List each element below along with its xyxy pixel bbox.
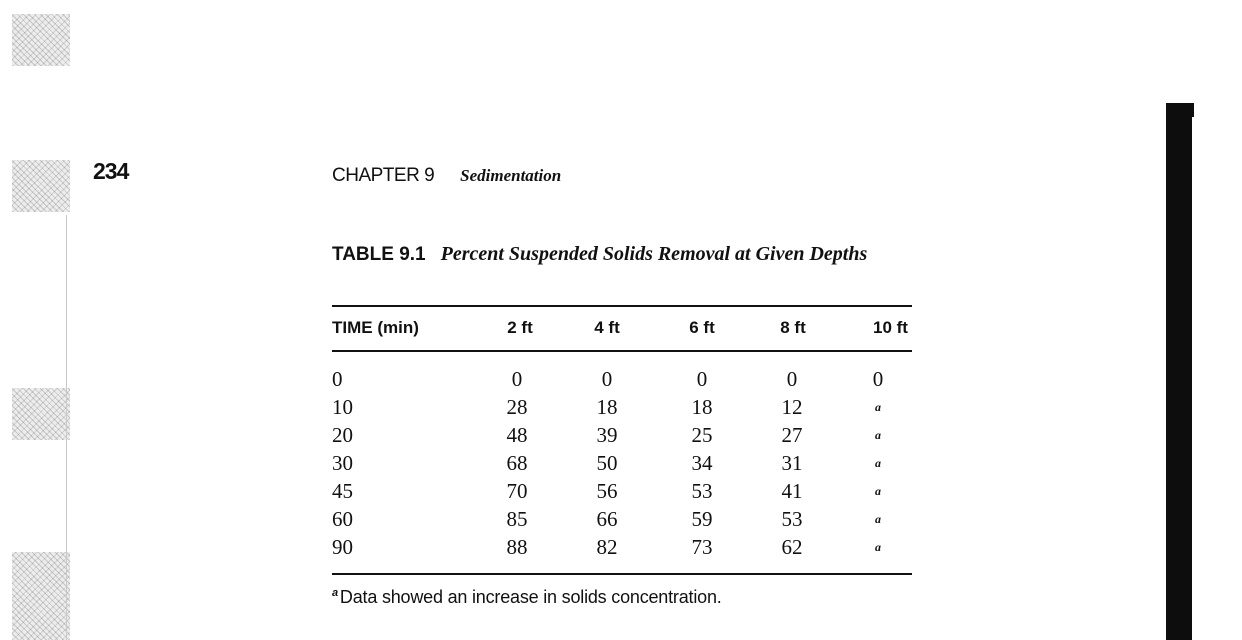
table-cell: 0 xyxy=(601,367,613,391)
footnote-mark: a xyxy=(332,587,338,599)
table-cell-time: 45 xyxy=(332,479,353,503)
table-cell: 53 xyxy=(691,479,713,503)
table-cell-time: 90 xyxy=(332,535,353,559)
table-footnote xyxy=(332,587,722,608)
table-cell: 0 xyxy=(696,367,708,391)
table-cell: 59 xyxy=(691,507,713,531)
table-cell: 56 xyxy=(596,479,618,503)
table-cell-time: 10 xyxy=(332,395,353,419)
table-cell: 18 xyxy=(691,395,713,419)
table-cell: 0 xyxy=(786,367,798,391)
table-cell: 31 xyxy=(781,451,803,475)
table-cell: 73 xyxy=(691,535,713,559)
table-cell: 25 xyxy=(691,423,713,447)
page-number: 234 xyxy=(93,158,129,184)
column-header-8ft: 8 ft xyxy=(780,318,806,337)
table-cell: 12 xyxy=(781,395,803,419)
footnote-text: Data showed an increase in solids concentration. xyxy=(339,587,722,607)
table-cell: 70 xyxy=(506,479,528,503)
table-cell: 50 xyxy=(596,451,618,475)
table-cell-time: 60 xyxy=(332,507,353,531)
table-cell: 62 xyxy=(781,535,803,559)
scan-margin-line xyxy=(66,215,67,640)
chapter-title: Sedimentation xyxy=(460,166,562,185)
table-cell: a xyxy=(875,428,881,442)
table-cell: 68 xyxy=(506,451,528,475)
table-caption xyxy=(332,240,912,269)
table-cell: 34 xyxy=(691,451,713,475)
scan-texture-upper xyxy=(12,160,70,212)
table-cell: 82 xyxy=(596,535,618,559)
table-cell: a xyxy=(875,484,881,498)
table-cell: 88 xyxy=(506,535,528,559)
table-label: TABLE 9.1 xyxy=(332,244,426,265)
column-header-6ft: 6 ft xyxy=(689,318,715,337)
table-cell: a xyxy=(875,512,881,526)
column-header-2ft: 2 ft xyxy=(507,318,533,337)
table-header-rule xyxy=(332,350,912,352)
table-cell-time: 20 xyxy=(332,423,353,447)
table-cell: a xyxy=(875,400,881,414)
table-bottom-rule xyxy=(332,573,912,575)
table-cell-time: 0 xyxy=(332,367,343,391)
chapter-label: CHAPTER 9 xyxy=(332,165,435,186)
running-head xyxy=(332,165,561,187)
table-cell: 0 xyxy=(511,367,523,391)
column-header-time: TIME (min) xyxy=(332,318,419,337)
table-cell: 28 xyxy=(506,395,528,419)
table-cell-time: 30 xyxy=(332,451,353,475)
table-title: Percent Suspended Solids Removal at Given Depths xyxy=(440,243,868,265)
table-cell: 18 xyxy=(596,395,618,419)
table-cell: 48 xyxy=(506,423,528,447)
table-cell: 66 xyxy=(596,507,618,531)
table-cell: 0 xyxy=(872,367,884,391)
table-cell: a xyxy=(875,456,881,470)
table-cell: 39 xyxy=(596,423,618,447)
scan-texture-bottom xyxy=(12,552,70,640)
table-cell: 27 xyxy=(781,423,803,447)
table-cell: 85 xyxy=(506,507,528,531)
column-header-4ft: 4 ft xyxy=(594,318,620,337)
scan-binding-edge xyxy=(1166,103,1192,640)
scan-texture-middle xyxy=(12,388,70,440)
table-top-rule xyxy=(332,305,912,307)
column-header-10ft: 10 ft xyxy=(873,318,908,337)
table-cell: 41 xyxy=(781,479,803,503)
table-cell: 53 xyxy=(781,507,803,531)
scan-texture-top xyxy=(12,14,70,66)
table-cell: a xyxy=(875,540,881,554)
